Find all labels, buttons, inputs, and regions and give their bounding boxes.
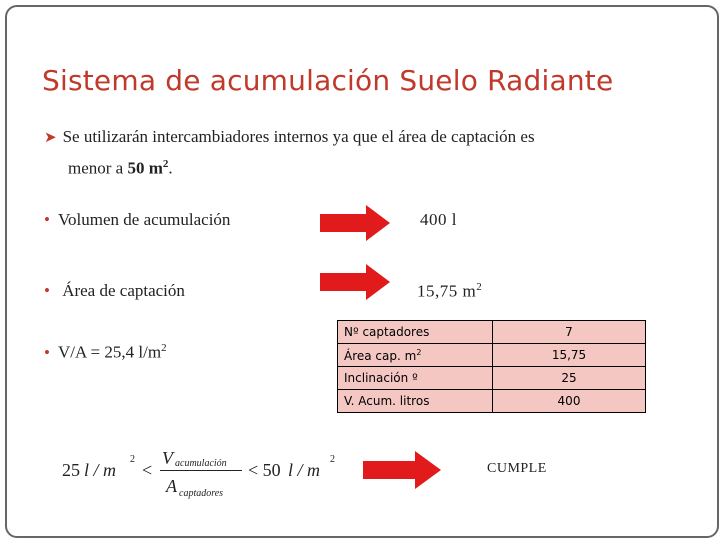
right-arrow-icon (320, 263, 392, 301)
row-area-value-text: 15,75 m (417, 281, 477, 301)
triangle-bullet-icon: ➤ (44, 130, 57, 146)
formula-numerator: V (162, 448, 173, 468)
row-ratio-label: V/A = 25,4 l/m (57, 342, 162, 362)
slide-title: Sistema de acumulación Suelo Radiante (42, 64, 614, 97)
bullet-dot-icon: • (44, 342, 50, 362)
bullet-line-2-bold: 50 m (127, 158, 163, 178)
row-area-value (417, 281, 482, 302)
table-cell-value: 25 (493, 367, 646, 390)
formula-right-sup: 2 (330, 454, 335, 465)
table-row (338, 367, 646, 390)
table-cell-key: Inclinación º (338, 367, 493, 390)
bullet-intercambiadores (44, 124, 664, 182)
table-row (338, 390, 646, 413)
formula-left-sup: 2 (130, 454, 135, 465)
table-cell-key: V. Acum. litros (338, 390, 493, 413)
formula-lt-1: < (142, 460, 153, 480)
formula-denominator-sub: captadores (179, 488, 224, 499)
bullet-line-2-suffix: . (168, 158, 173, 178)
row-area (44, 281, 185, 301)
table-cell-key (338, 344, 493, 367)
table-cell-value: 15,75 (493, 344, 646, 367)
bullet-line-1: Se utilizarán intercambiadores internos ya que el área de captación es (62, 127, 535, 146)
formula-numerator-sub: acumulación (175, 458, 227, 469)
bullet-dot-icon: • (44, 281, 50, 300)
formula-right-unit: l / m (288, 460, 321, 480)
bullet-dot-icon: • (44, 210, 50, 229)
fraction-bar (160, 470, 242, 471)
bullet-line-2-prefix: menor a (68, 158, 128, 178)
right-arrow-icon (363, 450, 443, 490)
table-cell-value: 400 (493, 390, 646, 413)
row-ratio (44, 342, 167, 363)
table-cell-value: 7 (493, 321, 646, 344)
formula-denominator: A (166, 476, 177, 496)
table-row (338, 321, 646, 344)
table-row (338, 344, 646, 367)
row-ratio-sup: 2 (161, 342, 167, 354)
row-volumen-label: Volumen de acumulación (57, 210, 231, 229)
formula-left-value: 25 (62, 460, 80, 480)
row-volumen-value: 400 l (420, 210, 457, 229)
row-volumen (44, 210, 230, 230)
row-area-value-sup: 2 (476, 281, 483, 293)
bullet-line-2-sup: 2 (162, 158, 169, 170)
captadores-table (337, 320, 646, 413)
right-arrow-icon (320, 204, 392, 242)
result-cumple: CUMPLE (487, 461, 547, 476)
formula-lt-2: < 50 (248, 460, 281, 480)
table-cell-key-sup: 2 (416, 347, 422, 357)
table-cell-key: Nº captadores (338, 321, 493, 344)
formula-left-unit: l / m (84, 460, 117, 480)
table-cell-key-text: Área cap. m (344, 348, 417, 363)
row-area-label: Área de captación (57, 281, 185, 300)
